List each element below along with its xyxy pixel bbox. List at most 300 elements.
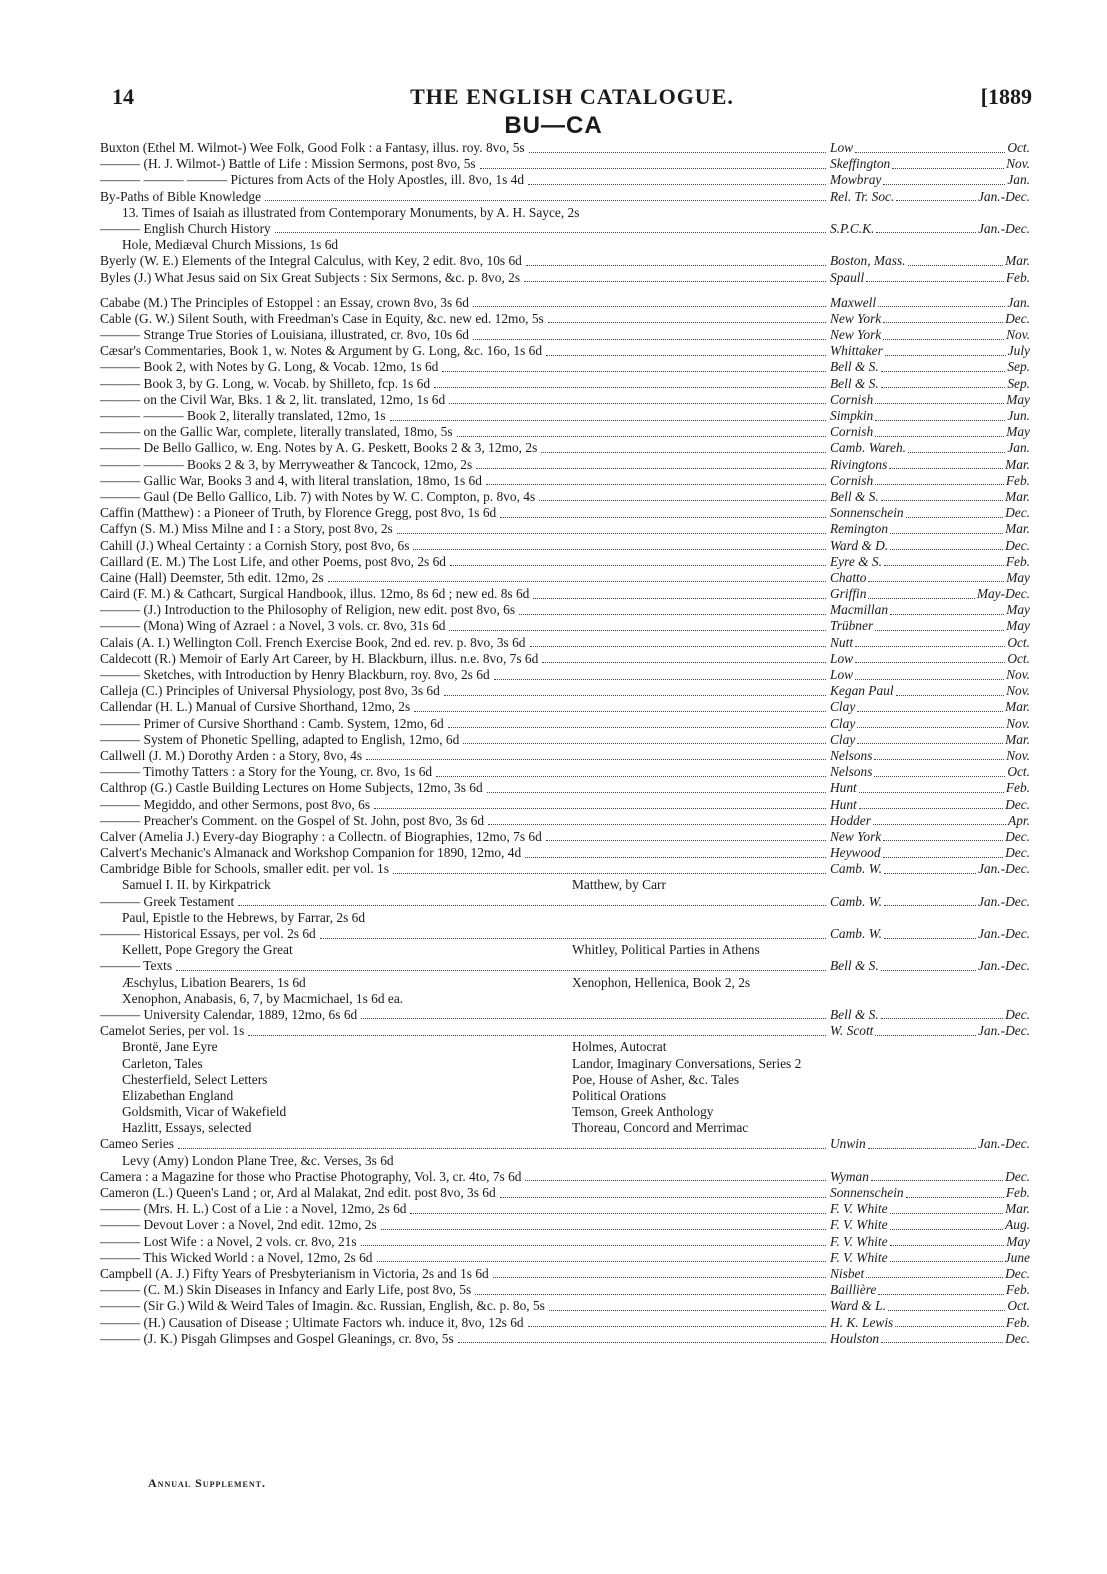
entry-publisher: Skeffington: [830, 156, 891, 172]
entry-publisher: Camb. W.: [830, 861, 882, 877]
entry-text: ——— (H.) Causation of Disease ; Ultimate Factors wh. induce it, 8vo, 12s 6d: [100, 1314, 524, 1330]
leader-dots: [549, 1310, 826, 1311]
entry-publisher: Camb. Wareh.: [830, 440, 907, 456]
series-list-row: [100, 1088, 1030, 1104]
entry-date: Jun.: [1007, 408, 1030, 423]
series-list-row: [100, 1072, 1030, 1088]
entry-date: Aug.: [1005, 1217, 1030, 1233]
catalogue-entry: [100, 457, 1030, 473]
year-label: [1889: [980, 84, 1032, 109]
entry-date: Jan.: [1007, 440, 1030, 456]
entry-publisher: Low: [830, 667, 854, 682]
catalogue-entry: [100, 473, 1030, 489]
entry-date: Feb.: [1005, 1185, 1030, 1200]
publisher-leader: [884, 873, 976, 874]
entry-publisher: Low: [830, 140, 854, 155]
leader-dots: [541, 452, 826, 453]
catalogue-entry: [100, 343, 1030, 359]
publisher-leader: [908, 452, 1005, 453]
leader-dots: [476, 468, 826, 469]
publisher-leader: [875, 484, 1004, 485]
entry-text: Calvert's Mechanic's Almanack and Workshop Companion for 1890, 12mo, 4d: [100, 845, 522, 861]
leader-dots: [488, 824, 826, 825]
entry-date: Jan.-Dec.: [977, 1136, 1030, 1152]
leader-dots: [548, 322, 826, 323]
publisher-leader: [884, 905, 976, 906]
entry-text: ——— Greek Testament: [100, 893, 235, 909]
entry-text: Paul, Epistle to the Hebrews, by Farrar, 2s 6d: [122, 909, 366, 925]
entry-publisher: Cornish: [830, 391, 874, 407]
leader-dots: [463, 743, 826, 744]
leader-dots: [414, 711, 826, 712]
entry-publisher: Clay: [830, 699, 856, 715]
publisher-leader: [875, 436, 1004, 437]
entry-date: Dec.: [1005, 537, 1030, 553]
catalogue-entry: [100, 748, 1030, 764]
entry-date: Mar.: [1005, 521, 1030, 537]
leader-dots: [493, 1277, 826, 1278]
leader-dots: [448, 727, 826, 728]
entry-date: Oct.: [1007, 140, 1030, 155]
entry-publisher: Spaull: [830, 269, 865, 285]
entry-date: Mar.: [1005, 1201, 1030, 1217]
leader-dots: [444, 695, 826, 696]
catalogue-entry: [100, 861, 1030, 877]
catalogue-entry: [100, 926, 1030, 942]
series-item-left: Brontë, Jane Eyre: [122, 1039, 218, 1055]
entry-publisher: Eyre & S.: [830, 553, 882, 569]
page-number: 14: [112, 84, 134, 109]
entry-publisher: Hunt: [830, 796, 857, 812]
catalogue-entry: [100, 1217, 1030, 1233]
catalogue-entry: [100, 699, 1030, 715]
entry-text: By-Paths of Bible Knowledge: [100, 188, 262, 204]
entry-text: ——— Primer of Cursive Shorthand : Camb. System, 12mo, 6d: [100, 715, 444, 731]
catalogue-entry: [100, 440, 1030, 456]
entry-date: Dec.: [1005, 1168, 1030, 1184]
publisher-leader: [868, 598, 974, 599]
entry-text: ——— Gaul (De Bello Gallico, Lib. 7) with Notes by W. C. Compton, p. 8vo, 4s: [100, 488, 536, 504]
leader-dots: [458, 1342, 826, 1343]
catalogue-entry: [100, 1007, 1030, 1023]
entry-publisher: Mowbray: [830, 172, 882, 188]
leader-dots: [473, 306, 826, 307]
entry-text: ——— (C. M.) Skin Diseases in Infancy and Early Life, post 8vo, 5s: [100, 1282, 472, 1298]
leader-dots: [529, 152, 826, 153]
entry-text: Calais (A. I.) Wellington Coll. French Exercise Book, 2nd ed. rev. p. 8vo, 3s 6d: [100, 634, 526, 650]
catalogue-entry: [100, 489, 1030, 505]
publisher-leader: [857, 743, 1003, 744]
publisher-leader: [855, 152, 1005, 153]
publisher-leader: [857, 727, 1004, 728]
series-item-left: Samuel I. II. by Kirkpatrick: [122, 877, 271, 893]
entry-publisher: F. V. White: [830, 1201, 888, 1217]
series-list-row: [100, 942, 1030, 958]
leader-dots: [265, 200, 826, 201]
entry-text: Calleja (C.) Principles of Universal Physiology, post 8vo, 3s 6d: [100, 683, 440, 699]
entry-date: Nov.: [1006, 715, 1030, 731]
leader-dots: [542, 662, 826, 663]
entry-date: May: [1006, 391, 1030, 407]
entry-date: Jan.: [1007, 294, 1030, 310]
entry-text: Hole, Mediæval Church Missions, 1s 6d: [122, 237, 339, 253]
entry-text: Cahill (J.) Wheal Certainty : a Cornish Story, post 8vo, 6s: [100, 537, 410, 553]
entry-date: Oct.: [1007, 634, 1030, 650]
catalogue-entry: [100, 635, 1030, 651]
entry-publisher: Hodder: [830, 812, 871, 828]
publisher-leader: [883, 840, 1003, 841]
entry-publisher: Camb. W.: [830, 893, 882, 909]
entry-publisher: Rel. Tr. Soc.: [830, 188, 895, 204]
entry-date: Jan.-Dec.: [977, 861, 1030, 877]
leader-dots: [328, 581, 826, 582]
catalogue-entry: [100, 1298, 1030, 1314]
entry-publisher: F. V. White: [830, 1233, 888, 1249]
entry-text: Camelot Series, per vol. 1s: [100, 1023, 245, 1039]
publisher-leader: [906, 517, 1003, 518]
publisher-leader: [878, 1294, 1003, 1295]
entry-text: ——— This Wicked World : a Novel, 12mo, 2s 6d: [100, 1249, 373, 1265]
leader-dots: [533, 598, 826, 599]
series-item-right: Landor, Imaginary Conversations, Series 2: [572, 1055, 802, 1071]
catalogue-entry: [100, 667, 1030, 683]
entry-text: Byles (J.) What Jesus said on Six Great Subjects : Six Sermons, &c. p. 8vo, 2s: [100, 269, 521, 285]
running-title: THE ENGLISH CATALOGUE.: [410, 84, 734, 109]
entry-date: Feb.: [1005, 780, 1030, 796]
catalogue-entry: [100, 253, 1030, 269]
publisher-leader: [881, 1342, 1003, 1343]
publisher-leader: [884, 565, 1004, 566]
leader-dots: [530, 646, 827, 647]
catalogue-entry: [100, 1266, 1030, 1282]
entry-publisher: Bell & S.: [830, 375, 879, 391]
publisher-leader: [890, 549, 1003, 550]
publisher-leader: [896, 200, 976, 201]
entry-publisher: Heywood: [830, 845, 881, 861]
entry-date: Nov.: [1006, 667, 1030, 682]
catalogue-entry: [100, 1185, 1030, 1201]
entry-date: May: [1006, 602, 1030, 618]
entry-date: Dec.: [1005, 828, 1030, 844]
catalogue-entry: [100, 780, 1030, 796]
entry-text: ——— Lost Wife : a Novel, 2 vols. cr. 8vo, 21s: [100, 1233, 357, 1249]
publisher-leader: [890, 1213, 1004, 1214]
entry-publisher: Wyman: [830, 1168, 869, 1184]
catalogue-entry: [100, 295, 1030, 311]
entry-date: Sep.: [1007, 375, 1030, 391]
entry-date: Mar.: [1005, 699, 1030, 715]
publisher-leader: [876, 232, 976, 233]
leader-dots: [320, 938, 826, 939]
entry-publisher: Bell & S.: [830, 359, 879, 375]
series-list-row: [100, 1120, 1030, 1136]
entry-publisher: Bell & S.: [830, 488, 879, 504]
catalogue-entry: [100, 1282, 1030, 1298]
entry-text: Caine (Hall) Deemster, 5th edit. 12mo, 2s: [100, 569, 324, 585]
entry-publisher: Griffin: [830, 586, 867, 602]
footer-label: Annual Supplement.: [148, 1476, 267, 1490]
publisher-leader: [895, 1326, 1004, 1327]
entry-publisher: Hunt: [830, 780, 857, 796]
publisher-leader: [892, 168, 1004, 169]
entry-date: Mar.: [1005, 253, 1030, 269]
catalogue-entry: [100, 570, 1030, 586]
catalogue-entry: [100, 505, 1030, 521]
entry-publisher: Sonnenschein: [830, 505, 904, 521]
catalogue-entry: [100, 270, 1030, 286]
catalogue-entry: [100, 683, 1030, 699]
publisher-leader: [875, 630, 1004, 631]
leader-dots: [361, 1018, 826, 1019]
leader-dots: [449, 403, 826, 404]
catalogue-entry: [100, 392, 1030, 408]
entry-text: Calthrop (G.) Castle Building Lectures on Home Subjects, 12mo, 3s 6d: [100, 780, 483, 796]
entry-publisher: Cornish: [830, 472, 874, 488]
catalogue-entry: [100, 797, 1030, 813]
leader-dots: [374, 808, 826, 809]
entry-publisher: Cornish: [830, 424, 874, 440]
publisher-leader: [875, 403, 1004, 404]
leader-dots: [442, 371, 826, 372]
series-item-left: Chesterfield, Select Letters: [122, 1071, 268, 1087]
catalogue-entry: [100, 311, 1030, 327]
entry-date: Dec.: [1005, 1265, 1030, 1281]
catalogue-entry: [100, 958, 1030, 974]
publisher-leader: [871, 1180, 1003, 1181]
catalogue-entry: [100, 586, 1030, 602]
entry-text: ——— ——— Books 2 & 3, by Merryweather & Tancock, 12mo, 2s: [100, 456, 473, 472]
catalogue-entry: [100, 172, 1030, 188]
entry-date: Dec.: [1005, 1006, 1030, 1022]
leader-dots: [519, 614, 826, 615]
leader-dots: [525, 1180, 826, 1181]
series-list-row: [100, 1039, 1030, 1055]
publisher-leader: [908, 265, 1004, 266]
entry-text: ——— (H. J. Wilmot-) Battle of Life : Mission Sermons, post 8vo, 5s: [100, 156, 476, 172]
entry-date: Apr.: [1008, 812, 1030, 828]
entry-text: Cambridge Bible for Schools, smaller edit. per vol. 1s: [100, 861, 389, 877]
entry-date: May: [1006, 424, 1030, 440]
leader-dots: [457, 436, 826, 437]
catalogue-entry: [100, 424, 1030, 440]
entry-publisher: Nelsons: [830, 747, 873, 763]
entry-text: ——— De Bello Gallico, w. Eng. Notes by A. G. Peskett, Books 2 & 3, 12mo, 2s: [100, 440, 538, 456]
catalogue-entry: [100, 408, 1030, 424]
entry-text: ——— Devout Lover : a Novel, 2nd edit. 12mo, 2s: [100, 1217, 377, 1233]
leader-dots: [525, 857, 826, 858]
entry-text: ——— Strange True Stories of Louisiana, illustrated, cr. 8vo, 10s 6d: [100, 327, 469, 343]
entry-text: 13. Times of Isaiah as illustrated from Contemporary Monuments, by A. H. Sayce, 2s: [122, 204, 580, 220]
series-item-right: Temson, Greek Anthology: [572, 1104, 714, 1120]
entry-publisher: S.P.C.K.: [830, 220, 875, 236]
entry-date: Nov.: [1006, 156, 1030, 172]
entry-publisher: Sonnenschein: [830, 1185, 904, 1200]
leader-dots: [528, 184, 826, 185]
publisher-leader: [855, 662, 1005, 663]
catalogue-entry: [100, 140, 1030, 156]
catalogue-entries: [100, 140, 1030, 1347]
leader-dots: [377, 1261, 827, 1262]
catalogue-entry: [100, 1315, 1030, 1331]
leader-dots: [546, 355, 826, 356]
entry-text: Camera : a Magazine for those who Practise Photography, Vol. 3, cr. 4to, 7s 6d: [100, 1168, 522, 1184]
entry-text: ——— (J. K.) Pisgah Glimpses and Gospel Gleanings, cr. 8vo, 5s: [100, 1330, 454, 1346]
publisher-leader: [885, 355, 1006, 356]
entry-date: Feb.: [1005, 472, 1030, 488]
leader-dots: [248, 1035, 826, 1036]
entry-publisher: Maxwell: [830, 294, 877, 310]
leader-dots: [450, 565, 826, 566]
series-item-left: Carleton, Tales: [122, 1055, 203, 1071]
entry-publisher: Unwin: [830, 1136, 866, 1152]
publisher-leader: [881, 970, 976, 971]
entry-text: ——— Sketches, with Introduction by Henry Blackburn, roy. 8vo, 2s 6d: [100, 667, 490, 682]
entry-text: Callwell (J. M.) Dorothy Arden : a Story, 8vo, 4s: [100, 747, 363, 763]
catalogue-entry: [100, 1331, 1030, 1347]
entry-text: ——— University Calendar, 1889, 12mo, 6s 6d: [100, 1006, 358, 1022]
catalogue-entry: [100, 327, 1030, 343]
entry-text: ——— ——— ——— Pictures from Acts of the Holy Apostles, ill. 8vo, 1s 4d: [100, 172, 525, 188]
entry-date: Feb.: [1005, 1282, 1030, 1298]
entry-text: ——— English Church History: [100, 220, 271, 236]
publisher-leader: [881, 1018, 1003, 1019]
entry-publisher: New York: [830, 310, 882, 326]
catalogue-entry: [100, 618, 1030, 634]
entry-date: Dec.: [1005, 796, 1030, 812]
entry-publisher: Nisbet: [830, 1265, 865, 1281]
entry-publisher: Camb. W.: [830, 926, 882, 941]
entry-text: ——— Historical Essays, per vol. 2s 6d: [100, 926, 316, 941]
publisher-leader: [890, 1229, 1004, 1230]
leader-dots: [473, 339, 826, 340]
entry-text: Cameron (L.) Queen's Land ; or, Ard al Malakat, 2nd edit. post 8vo, 3s 6d: [100, 1185, 496, 1200]
entry-publisher: Clay: [830, 715, 856, 731]
entry-date: Jan.: [1007, 172, 1030, 188]
catalogue-entry: [100, 376, 1030, 392]
catalogue-entry: [100, 1136, 1030, 1152]
entry-publisher: Nelsons: [830, 764, 873, 780]
entry-publisher: F. V. White: [830, 1249, 888, 1265]
leader-dots: [413, 549, 826, 550]
series-item-right: Thoreau, Concord and Merrimac: [572, 1120, 749, 1136]
catalogue-entry: [100, 813, 1030, 829]
leader-dots: [381, 1229, 826, 1230]
catalogue-entry: [100, 845, 1030, 861]
entry-publisher: Bell & S.: [830, 1006, 879, 1022]
entry-date: Feb.: [1005, 553, 1030, 569]
leader-dots: [361, 1245, 826, 1246]
catalogue-entry: [100, 538, 1030, 554]
entry-publisher: New York: [830, 327, 882, 343]
publisher-leader: [875, 1035, 976, 1036]
entry-publisher: Low: [830, 650, 854, 666]
catalogue-entry: [100, 716, 1030, 732]
publisher-leader: [881, 500, 1003, 501]
publisher-leader: [859, 808, 1003, 809]
catalogue-entry: [100, 894, 1030, 910]
entry-text: ——— Book 2, with Notes by G. Long, & Vocab. 12mo, 1s 6d: [100, 359, 439, 375]
section-heading: BU—CA: [504, 112, 603, 139]
series-item-left: Goldsmith, Vicar of Wakefield: [122, 1104, 287, 1120]
catalogue-entry: [100, 1250, 1030, 1266]
leader-dots: [434, 387, 826, 388]
catalogue-entry: [100, 1023, 1030, 1039]
publisher-leader: [868, 581, 1004, 582]
entry-date: Jan.-Dec.: [977, 1023, 1030, 1039]
entry-text: ——— (Mrs. H. L.) Cost of a Lie : a Novel, 12mo, 2s 6d: [100, 1201, 407, 1217]
entry-date: July: [1007, 343, 1030, 359]
entry-text: ——— (Mona) Wing of Azrael : a Novel, 3 vols. cr. 8vo, 31s 6d: [100, 618, 446, 634]
publisher-leader: [896, 695, 1004, 696]
catalogue-entry: [100, 910, 1030, 926]
entry-text: Cæsar's Commentaries, Book 1, w. Notes & Argument by G. Long, &c. 16o, 1s 6d: [100, 343, 543, 359]
entry-date: Jan.-Dec.: [977, 958, 1030, 974]
entry-text: ——— Timothy Tatters : a Story for the Young, cr. 8vo, 1s 6d: [100, 764, 433, 780]
catalogue-entry: [100, 991, 1030, 1007]
leader-dots: [475, 1294, 826, 1295]
entry-date: Oct.: [1007, 650, 1030, 666]
series-item-left: Elizabethan England: [122, 1087, 234, 1103]
entry-text: Calver (Amelia J.) Every-day Biography : a Collectn. of Biographies, 12mo, 7s 6d: [100, 828, 542, 844]
publisher-leader: [855, 679, 1004, 680]
entry-date: Sep.: [1007, 359, 1030, 375]
leader-dots: [486, 484, 826, 485]
entry-publisher: Baillière: [830, 1282, 877, 1298]
catalogue-entry: [100, 156, 1030, 172]
leader-dots: [546, 840, 826, 841]
entry-text: ——— Book 3, by G. Long, w. Vocab. by Shilleto, fcp. 1s 6d: [100, 375, 431, 391]
entry-date: Dec.: [1005, 310, 1030, 326]
leader-dots: [393, 873, 826, 874]
entry-publisher: Rivingtons: [830, 456, 888, 472]
catalogue-entry: [100, 1169, 1030, 1185]
publisher-leader: [874, 776, 1005, 777]
publisher-leader: [866, 281, 1004, 282]
publisher-leader: [890, 1245, 1005, 1246]
catalogue-entry: [100, 829, 1030, 845]
entry-date: Feb.: [1005, 1314, 1030, 1330]
entry-date: Dec.: [1005, 505, 1030, 521]
entry-date: Jan.-Dec.: [977, 893, 1030, 909]
entry-publisher: Ward & L.: [830, 1298, 886, 1314]
entry-text: Levy (Amy) London Plane Tree, &c. Verses, 3s 6d: [122, 1152, 394, 1168]
entry-publisher: Simpkin: [830, 408, 874, 423]
leader-dots: [500, 1197, 826, 1198]
leader-dots: [528, 1326, 826, 1327]
entry-date: Dec.: [1005, 845, 1030, 861]
leader-dots: [487, 792, 826, 793]
series-list-row: [100, 877, 1030, 893]
leader-dots: [526, 265, 826, 266]
entry-publisher: Nutt: [830, 634, 854, 650]
publisher-leader: [857, 711, 1003, 712]
entry-date: Mar.: [1005, 731, 1030, 747]
entry-date: Nov.: [1006, 327, 1030, 343]
entry-text: ——— Texts: [100, 958, 173, 974]
publisher-leader: [855, 646, 1005, 647]
leader-dots: [178, 1148, 826, 1149]
entry-text: Callendar (H. L.) Manual of Cursive Shorthand, 12mo, 2s: [100, 699, 411, 715]
series-item-left: Æschylus, Libation Bearers, 1s 6d: [122, 974, 306, 990]
publisher-leader: [868, 1148, 976, 1149]
entry-text: Xenophon, Anabasis, 6, 7, by Macmichael, 1s 6d ea.: [122, 990, 404, 1006]
entry-publisher: Boston, Mass.: [830, 253, 906, 269]
series-item-right: Matthew, by Carr: [572, 877, 666, 893]
catalogue-entry: [100, 237, 1030, 253]
entry-date: May: [1006, 569, 1030, 585]
leader-dots: [494, 679, 826, 680]
publisher-leader: [890, 1261, 1003, 1262]
